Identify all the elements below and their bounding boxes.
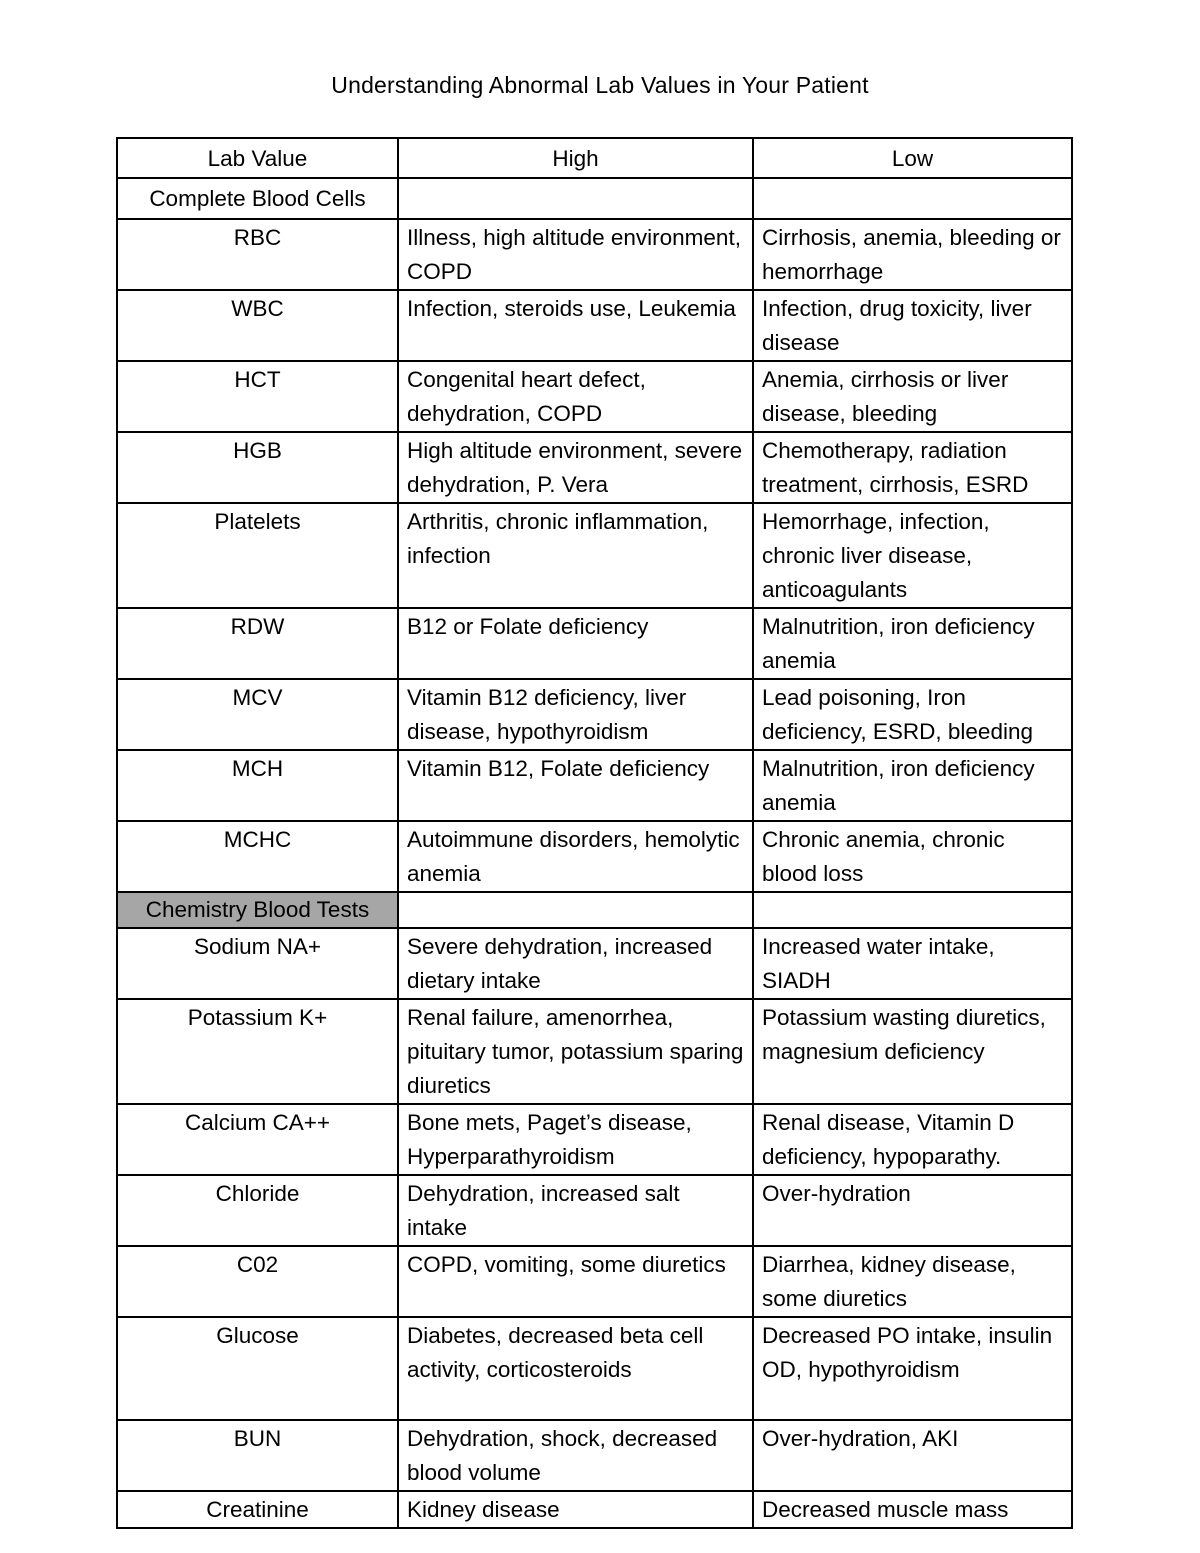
column-header-high: High xyxy=(398,138,753,178)
section-label: Complete Blood Cells xyxy=(117,178,398,219)
section-row-chemistry-blood-tests xyxy=(117,892,1072,928)
lab-name: WBC xyxy=(117,290,398,361)
low-cause: Potassium wasting diuretics, magnesium deficiency xyxy=(753,999,1072,1104)
high-cause: Autoimmune disorders, hemolytic anemia xyxy=(398,821,753,892)
low-cause: Malnutrition, iron deficiency anemia xyxy=(753,608,1072,679)
lab-name: RDW xyxy=(117,608,398,679)
low-cause: Diarrhea, kidney disease, some diuretics xyxy=(753,1246,1072,1317)
section-label: Chemistry Blood Tests xyxy=(117,892,398,928)
lab-name: Calcium CA++ xyxy=(117,1104,398,1175)
lab-name: MCHC xyxy=(117,821,398,892)
high-cause: Dehydration, increased salt intake xyxy=(398,1175,753,1246)
lab-name: BUN xyxy=(117,1420,398,1491)
empty-cell xyxy=(753,178,1072,219)
low-cause: Lead poisoning, Iron deficiency, ESRD, bleeding xyxy=(753,679,1072,750)
lab-name: HCT xyxy=(117,361,398,432)
table-header-row xyxy=(117,138,1072,178)
lab-name: MCV xyxy=(117,679,398,750)
high-cause: Arthritis, chronic inflammation, infection xyxy=(398,503,753,608)
table-row xyxy=(117,608,1072,679)
low-cause: Chronic anemia, chronic blood loss xyxy=(753,821,1072,892)
low-cause: Infection, drug toxicity, liver disease xyxy=(753,290,1072,361)
low-cause: Hemorrhage, infection, chronic liver disease, anticoagulants xyxy=(753,503,1072,608)
low-cause: Malnutrition, iron deficiency anemia xyxy=(753,750,1072,821)
table-row xyxy=(117,821,1072,892)
lab-values-table xyxy=(116,137,1073,1529)
high-cause: Bone mets, Paget’s disease, Hyperparathyroidism xyxy=(398,1104,753,1175)
low-cause: Chemotherapy, radiation treatment, cirrhosis, ESRD xyxy=(753,432,1072,503)
low-cause: Decreased PO intake, insulin OD, hypothyroidism xyxy=(753,1317,1072,1420)
lab-name: Chloride xyxy=(117,1175,398,1246)
table-row xyxy=(117,1246,1072,1317)
lab-name: Creatinine xyxy=(117,1491,398,1528)
low-cause: Over-hydration xyxy=(753,1175,1072,1246)
high-cause: Vitamin B12 deficiency, liver disease, hypothyroidism xyxy=(398,679,753,750)
lab-name: Platelets xyxy=(117,503,398,608)
table-row xyxy=(117,928,1072,999)
section-row-complete-blood-cells xyxy=(117,178,1072,219)
table-row xyxy=(117,432,1072,503)
lab-name: Sodium NA+ xyxy=(117,928,398,999)
table-row xyxy=(117,999,1072,1104)
table-row xyxy=(117,503,1072,608)
high-cause: Illness, high altitude environment, COPD xyxy=(398,219,753,290)
table-row xyxy=(117,290,1072,361)
table-row xyxy=(117,1420,1072,1491)
table-row xyxy=(117,1175,1072,1246)
low-cause: Anemia, cirrhosis or liver disease, bleeding xyxy=(753,361,1072,432)
table-row xyxy=(117,219,1072,290)
high-cause: COPD, vomiting, some diuretics xyxy=(398,1246,753,1317)
high-cause: Dehydration, shock, decreased blood volume xyxy=(398,1420,753,1491)
low-cause: Over-hydration, AKI xyxy=(753,1420,1072,1491)
high-cause: Severe dehydration, increased dietary intake xyxy=(398,928,753,999)
lab-name: C02 xyxy=(117,1246,398,1317)
lab-name: RBC xyxy=(117,219,398,290)
high-cause: High altitude environment, severe dehydration, P. Vera xyxy=(398,432,753,503)
empty-cell xyxy=(753,892,1072,928)
table-row xyxy=(117,361,1072,432)
high-cause: Renal failure, amenorrhea, pituitary tumor, potassium sparing diuretics xyxy=(398,999,753,1104)
lab-name: MCH xyxy=(117,750,398,821)
high-cause: Congenital heart defect, dehydration, COPD xyxy=(398,361,753,432)
low-cause: Decreased muscle mass xyxy=(753,1491,1072,1528)
low-cause: Renal disease, Vitamin D deficiency, hypoparathy. xyxy=(753,1104,1072,1175)
lab-name: Potassium K+ xyxy=(117,999,398,1104)
page-title: Understanding Abnormal Lab Values in Your Patient xyxy=(331,72,869,98)
table-row xyxy=(117,679,1072,750)
table-row xyxy=(117,1104,1072,1175)
low-cause: Cirrhosis, anemia, bleeding or hemorrhage xyxy=(753,219,1072,290)
empty-cell xyxy=(398,178,753,219)
table-row xyxy=(117,1491,1072,1528)
high-cause: Infection, steroids use, Leukemia xyxy=(398,290,753,361)
lab-name: Glucose xyxy=(117,1317,398,1420)
empty-cell xyxy=(398,892,753,928)
table-row xyxy=(117,750,1072,821)
column-header-low: Low xyxy=(753,138,1072,178)
high-cause: Kidney disease xyxy=(398,1491,753,1528)
table-row xyxy=(117,1317,1072,1420)
high-cause: B12 or Folate deficiency xyxy=(398,608,753,679)
column-header-lab-value: Lab Value xyxy=(117,138,398,178)
high-cause: Diabetes, decreased beta cell activity, corticosteroids xyxy=(398,1317,753,1420)
high-cause: Vitamin B12, Folate deficiency xyxy=(398,750,753,821)
lab-name: HGB xyxy=(117,432,398,503)
low-cause: Increased water intake, SIADH xyxy=(753,928,1072,999)
